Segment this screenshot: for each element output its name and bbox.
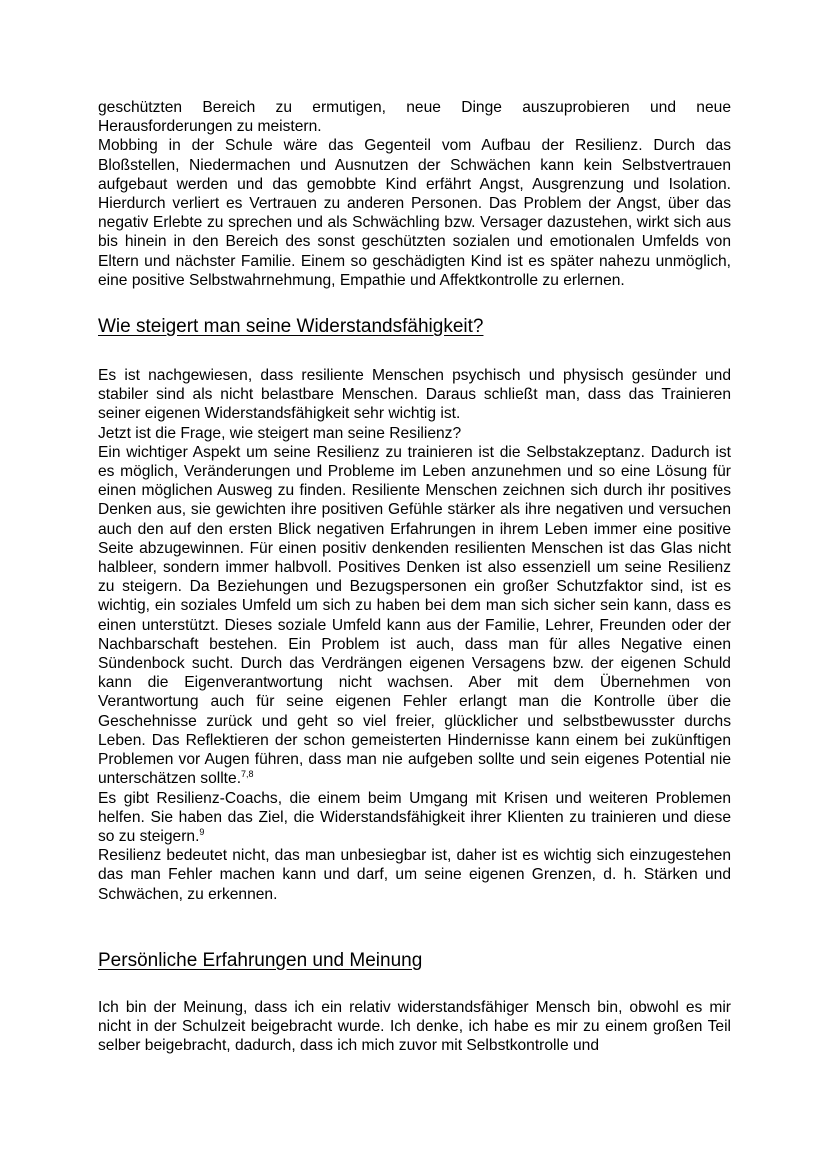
paragraph-selbstakzeptanz-text: Ein wichtiger Aspekt um seine Resilienz zu trainieren ist die Selbstakzeptanz. Dadurch ist es möglich, Veränderungen und Probleme im Leben anzunehmen und so eine Lösung für einen möglichen Ausweg zu finden. Resiliente Menschen zeichnen sich durch ihr positives Denken aus, sie gewichten ihre positiven Gefühle stärker als ihre negativen und versuchen auch den auf den ersten Blick negativen Erfahrungen in ihrem Leben immer eine positive Seite abzugewinnen. Für einen positiv denkenden resilienten Menschen ist das Glas nicht halbleer, sondern immer halbvoll. Positives Denken ist also essenziell um seine Resilienz zu steigern. Da Beziehungen und Bezugspersonen ein großer Schutzfaktor sind, ist es wichtig, ein soziales Umfeld um sich zu haben bei dem man sich sicher sein kann, dass es einen unterstützt. Dieses soziale Umfeld kann aus der Familie, Lehrer, Freunden oder der Nachbarschaft bestehen. Ein Problem ist auch, dass man für alles Negative einen Sündenbock sucht. Durch das Verdrängen eigenen Versagens bzw. der eigenen Schuld kann die Eigenverantwortung nicht wachsen. Aber mit dem Übernehmen von Verantwortung auch für seine eigenen Fehler erlangt man die Kontrolle über die Geschehnisse zurück und geht so viel freier, glücklicher und selbstbewusster durchs Leben. Das Reflektieren der schon gemeisterten Hindernisse kann einem bei zukünftigen Problemen vor Augen führen, dass man nie aufgeben sollte und sein eigenes Potential nie unterschätzen sollte.	[98, 443, 731, 788]
paragraph-resilienz-bedeutung: Resilienz bedeutet nicht, das man unbesiegbar ist, daher ist es wichtig sich einzugestehen das man Fehler machen kann und darf, um seine eigenen Grenzen, d. h. Stärken und Schwächen, zu erkennen.	[98, 847, 731, 903]
paragraph-intro-continuation: geschützten Bereich zu ermutigen, neue Dinge auszuprobieren und neue Herausforderungen zu meistern.	[98, 99, 731, 136]
paragraph-frage: Jetzt ist die Frage, wie steigert man seine Resilienz?	[98, 424, 462, 442]
paragraph-selbstakzeptanz	[98, 443, 731, 789]
page-content	[98, 98, 731, 1055]
paragraph-coachs	[98, 789, 731, 847]
footnote-ref-9: 9	[199, 826, 205, 837]
section-heading-widerstandsfaehigkeit: Wie steigert man seine Widerstandsfähigkeit?	[98, 316, 484, 338]
section-heading-persoenliche-erfahrungen: Persönliche Erfahrungen und Meinung	[98, 949, 423, 971]
paragraph-coachs-text: Es gibt Resilienz-Coachs, die einem beim Umgang mit Krisen und weiteren Problemen helfen. Sie haben das Ziel, die Widerstandsfähigkeit ihrer Klienten zu trainieren und diese so zu steigern.	[98, 789, 731, 845]
paragraph-nachweis: Es ist nachgewiesen, dass resiliente Menschen psychisch und physisch gesünder und stabiler sind als nicht belastbare Menschen. Daraus schließt man, dass das Trainieren seiner eigenen Widerstandsfähigkeit sehr wichtig ist.	[98, 367, 731, 423]
paragraph-meinung: Ich bin der Meinung, dass ich ein relativ widerstandsfähiger Mensch bin, obwohl es mir nicht in der Schulzeit beigebracht wurde. Ich denke, ich habe es mir zu einem großen Teil selber beigebracht, dadurch, dass ich mich zuvor mit Selbstkontrolle und	[98, 998, 731, 1055]
paragraph-mobbing: Mobbing in der Schule wäre das Gegenteil vom Aufbau der Resilienz. Durch das Bloßstellen, Niedermachen und Ausnutzen der Schwächen kann kein Selbstvertrauen aufgebaut werden und das gemobbte Kind erfährt Angst, Ausgrenzung und Isolation. Hierdurch verliert es Vertrauen zu anderen Personen. Das Problem der Angst, über das negativ Erlebte zu sprechen und als Schwächling bzw. Versager dazustehen, wirkt sich aus bis hinein in den Bereich des sonst geschützten sozialen und emotionalen Umfelds von Eltern und nächster Familie. Einem so geschädigten Kind ist es später nahezu unmöglich, eine positive Selbstwahrnehmung, Empathie und Affektkontrolle zu erlernen.	[98, 137, 731, 289]
footnote-ref-7-8: 7,8	[241, 769, 254, 780]
